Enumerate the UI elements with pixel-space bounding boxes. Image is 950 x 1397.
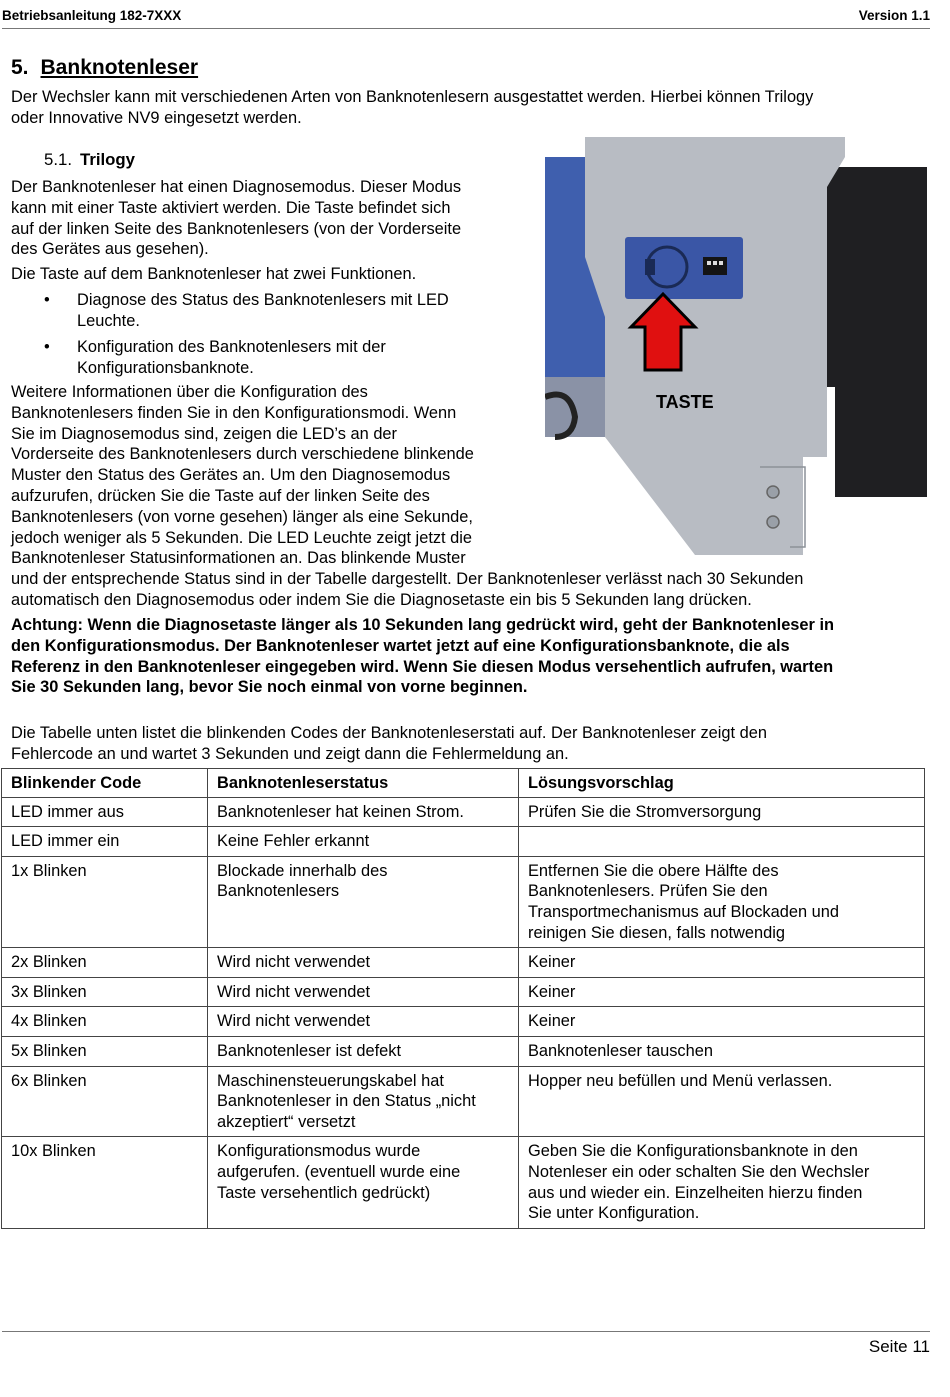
page-footer [2,1331,930,1356]
subsection-heading [44,150,135,170]
table-row [2,948,925,978]
status-cell: Blockade innerhalb des Banknotenlesers [208,856,519,947]
banknote-reader-photo [545,137,927,555]
table-row [2,1036,925,1066]
text-line: Diagnose des Status des Banknotenlesers mit LED [77,291,449,309]
section-heading [11,56,198,80]
bullet-icon: • [44,291,50,309]
text-line: und der entsprechende Status sind in der Tabelle dargestellt. Der Banknotenleser verlässt nach 30 Sekunden [11,570,804,589]
text-line: Banknotenlesers finden Sie in den Konfigurationsmodi. Wenn [11,403,457,422]
solution-cell: Keiner [519,1007,925,1037]
subsection-number: 5.1. [44,150,72,169]
warning-paragraph [11,615,834,698]
text-line: kann mit einer Taste aktiviert werden. Die Taste befindet sich [11,198,451,217]
text-line: Fehlercode an und wartet 3 Sekunden und zeigt dann die Fehlermeldung an. [11,744,569,763]
status-cell: Konfigurationsmodus wurde aufgerufen. (eventuell wurde eine Taste versehentlich gedrückt) [208,1137,519,1228]
text-line: des Gerätes aus gesehen). [11,240,209,259]
status-cell: Keine Fehler erkannt [208,827,519,857]
text-line: Der Wechsler kann mit verschiedenen Arten von Banknotenlesern ausgestattet werden. Hierbei können Trilogy [11,88,814,106]
solution-cell [519,827,925,857]
blink-code-table [1,768,925,1229]
status-cell: Banknotenleser hat keinen Strom. [208,797,519,827]
led-connector [703,257,727,275]
metal-panel [585,137,845,555]
text-line: Sie im Diagnosemodus sind, zeigen die LED’s an der [11,424,398,443]
intro-paragraph [11,87,813,129]
status-cell: Wird nicht verwendet [208,1007,519,1037]
text-line: Banknotenleser Statusinformationen an. Das blinkende Muster [11,549,466,568]
text-line: Konfigurationsbanknote. [77,358,254,377]
taste-label: TASTE [656,392,714,412]
table-row [2,827,925,857]
text-line: Leuchte. [77,311,140,330]
table-row [2,856,925,947]
text-line: auf der linken Seite des Banknotenlesers (von der Vorderseite [11,219,462,238]
text-line: jedoch weniger als 5 Sekunden. Die LED Leuchte zeigt jetzt die [11,528,473,547]
page-header [2,6,930,29]
blink-code-cell: 4x Blinken [2,1007,208,1037]
text-line: Konfiguration des Banknotenlesers mit der [77,338,386,356]
blink-code-cell: 2x Blinken [2,948,208,978]
table-row [2,1066,925,1137]
text-line: Vorderseite des Banknotenlesers durch verschiedene blinkende [11,445,474,464]
solution-cell: Entfernen Sie die obere Hälfte des Banknotenlesers. Prüfen Sie den Transportmechanismus auf Blockaden und reinigen Sie diesen, falls notwendig [519,856,925,947]
status-cell: Wird nicht verwendet [208,977,519,1007]
text-line: Der Banknotenleser hat einen Diagnosemodus. Dieser Modus [11,178,462,196]
screw-icon [767,486,779,498]
page-number: Seite 11 [868,1337,930,1356]
column-header: Blinkender Code [2,769,208,798]
blink-code-cell: 6x Blinken [2,1066,208,1137]
text-line: Achtung: Wenn die Diagnosetaste länger als 10 Sekunden lang gedrückt wird, geht der Banknotenleser in [11,616,835,634]
blink-code-cell: LED immer aus [2,797,208,827]
solution-cell: Prüfen Sie die Stromversorgung [519,797,925,827]
diagnose-paragraph [11,177,461,260]
table-header-row [2,769,925,798]
document-title: Betriebsanleitung 182-7XXX [2,8,182,23]
blink-code-cell: 5x Blinken [2,1036,208,1066]
table-row [2,797,925,827]
table-row [2,1007,925,1037]
status-cell: Banknotenleser ist defekt [208,1036,519,1066]
text-line: oder Innovative NV9 eingesetzt werden. [11,108,302,127]
column-header: Banknotenleserstatus [208,769,519,798]
text-line: den Konfigurationsmodus. Der Banknotenleser wartet jetzt auf eine Konfigurationsbanknote, die als [11,636,790,655]
text-line: Sie 30 Sekunden lang, bevor Sie noch einmal von vorne beginnen. [11,678,528,697]
text-line: Weitere Informationen über die Konfiguration des [11,383,368,401]
solution-cell: Hopper neu befüllen und Menü verlassen. [519,1066,925,1137]
section-number: 5. [11,56,29,79]
status-cell: Wird nicht verwendet [208,948,519,978]
blink-code-cell: 3x Blinken [2,977,208,1007]
solution-cell: Geben Sie die Konfigurationsbanknote in den Notenleser ein oder schalten Sie den Wechsler aus und wieder ein. Einzelheiten hierzu finden Sie unter Konfiguration. [519,1137,925,1228]
blink-code-cell: 10x Blinken [2,1137,208,1228]
screw-icon [767,516,779,528]
connector-pin [707,261,711,265]
text-line: Banknotenlesers (von vorne gesehen) länger als eine Sekunde, [11,507,473,526]
status-cell: Maschinensteuerungskabel hat Banknotenleser in den Status „nicht akzeptiert“ versetzt [208,1066,519,1137]
text-line: Referenz in den Banknotenleser eingegeben wird. Wenn Sie diesen Modus versehentlich aufrufen, warten [11,657,834,676]
section-title: Banknotenleser [40,56,199,79]
text-line: aufzurufen, drücken Sie die Taste auf der linken Seite des [11,486,430,505]
connector-pin [719,261,723,265]
blink-code-cell: LED immer ein [2,827,208,857]
machine-shadow [545,377,615,437]
connector-pin [713,261,717,265]
solution-cell: Keiner [519,977,925,1007]
solution-cell: Banknotenleser tauschen [519,1036,925,1066]
text-line: automatisch den Diagnosemodus oder indem Sie die Diagnosetaste ein bis 5 Sekunden lang drücken. [11,590,752,609]
table-intro-paragraph [11,723,767,765]
subsection-title: Trilogy [80,150,136,169]
button-notch [645,259,655,275]
table-row [2,977,925,1007]
table-row [2,1137,925,1228]
text-line: Die Tabelle unten listet die blinkenden Codes der Banknotenleserstati auf. Der Banknotenleser zeigt den [11,724,767,742]
solution-cell: Keiner [519,948,925,978]
text-line: Muster den Status des Gerätes an. Um den Diagnosemodus [11,466,451,485]
functions-paragraph: Die Taste auf dem Banknotenleser hat zwei Funktionen. [11,265,417,283]
document-version: Version 1.1 [858,8,930,23]
column-header: Lösungsvorschlag [519,769,925,798]
bullet-icon: • [44,338,50,356]
blink-code-cell: 1x Blinken [2,856,208,947]
